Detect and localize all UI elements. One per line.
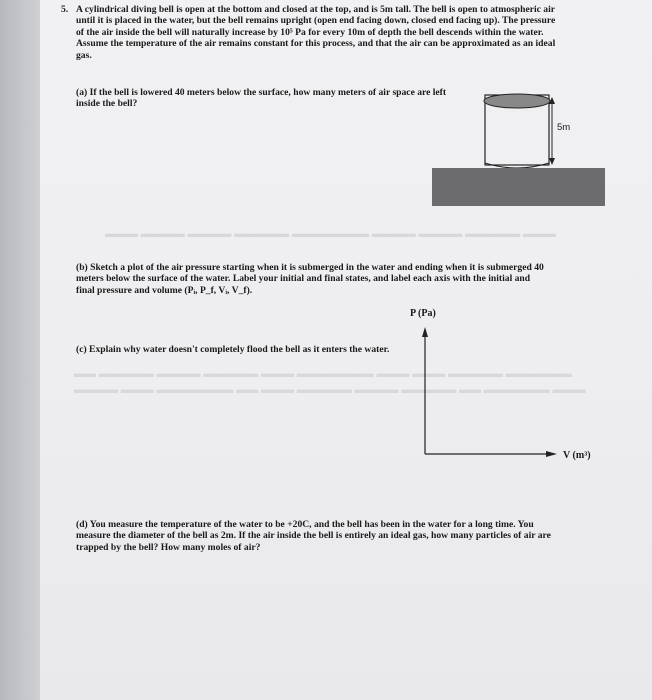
dimension-arrow-down bbox=[549, 158, 555, 165]
x-axis-arrow bbox=[546, 451, 557, 457]
bleed-through-text: ▬▬ ▬▬▬▬▬ ▬▬▬▬ ▬▬▬▬▬ ▬▬▬ ▬▬▬▬▬▬▬ ▬▬▬ ▬▬▬ ▬▬▬▬▬ ▬▬▬▬▬▬ bbox=[74, 368, 572, 380]
y-axis-label: P (Pa) bbox=[410, 308, 436, 319]
y-axis-arrow bbox=[422, 327, 428, 337]
question-a: (a) If the bell is lowered 40 meters below the surface, how many meters of air space are left inside the bell? bbox=[76, 87, 447, 110]
question-c: (c) Explain why water doesn't completely flood the bell as it enters the water. bbox=[76, 344, 390, 355]
bell-height-label: 5m bbox=[557, 122, 571, 133]
pv-plot-axes bbox=[422, 327, 557, 457]
question-b: (b) Sketch a plot of the air pressure starting when it is submerged in the water and ending when it is submerged 40 meters below the surface of the water. Label your initial and final states, and label each axis with the initial and final pressure and volume (Pᵢ, P_f, Vᵢ, V_f). bbox=[76, 262, 544, 296]
seafloor-block bbox=[432, 168, 605, 206]
x-axis-label: V (m³) bbox=[563, 450, 591, 461]
diving-bell-diagram bbox=[432, 94, 605, 206]
problem-number: 5. bbox=[61, 4, 69, 15]
bleed-through-text: ▬▬▬ ▬▬▬▬ ▬▬▬▬ ▬▬▬▬▬ ▬▬▬▬▬▬▬ ▬▬▬▬ ▬▬▬▬ ▬▬▬▬▬ ▬▬▬ bbox=[105, 228, 556, 240]
problem-intro: A cylindrical diving bell is open at the bottom and closed at the top, and is 5m tall. The bell is open to atmospheric air until it is placed in the water, but the bell remains upright (open end facing down, closed end facing up). The pressure of the air inside the bell will naturally increase by 10⁵ Pa for every 10m of depth the bell descends within the water. Assume the temperature of the air remains constant for this process, and that the air can be approximated as an ideal gas. bbox=[76, 4, 556, 61]
bell-top bbox=[484, 94, 550, 108]
bleed-through-text: ▬▬▬▬ ▬▬▬ ▬▬▬▬▬▬▬ ▬▬ ▬▬▬ ▬▬▬▬▬ ▬▬▬▬ ▬▬▬▬▬ ▬▬ ▬▬▬▬▬▬ ▬▬▬ bbox=[74, 384, 586, 396]
question-d: (d) You measure the temperature of the water to be +20C, and the bell has been in the water for a long time. You measure the diameter of the bell as 2m. If the air inside the bell is entirely an ideal gas, how many particles of air are trapped by the bell? How many moles of air? bbox=[76, 519, 551, 553]
